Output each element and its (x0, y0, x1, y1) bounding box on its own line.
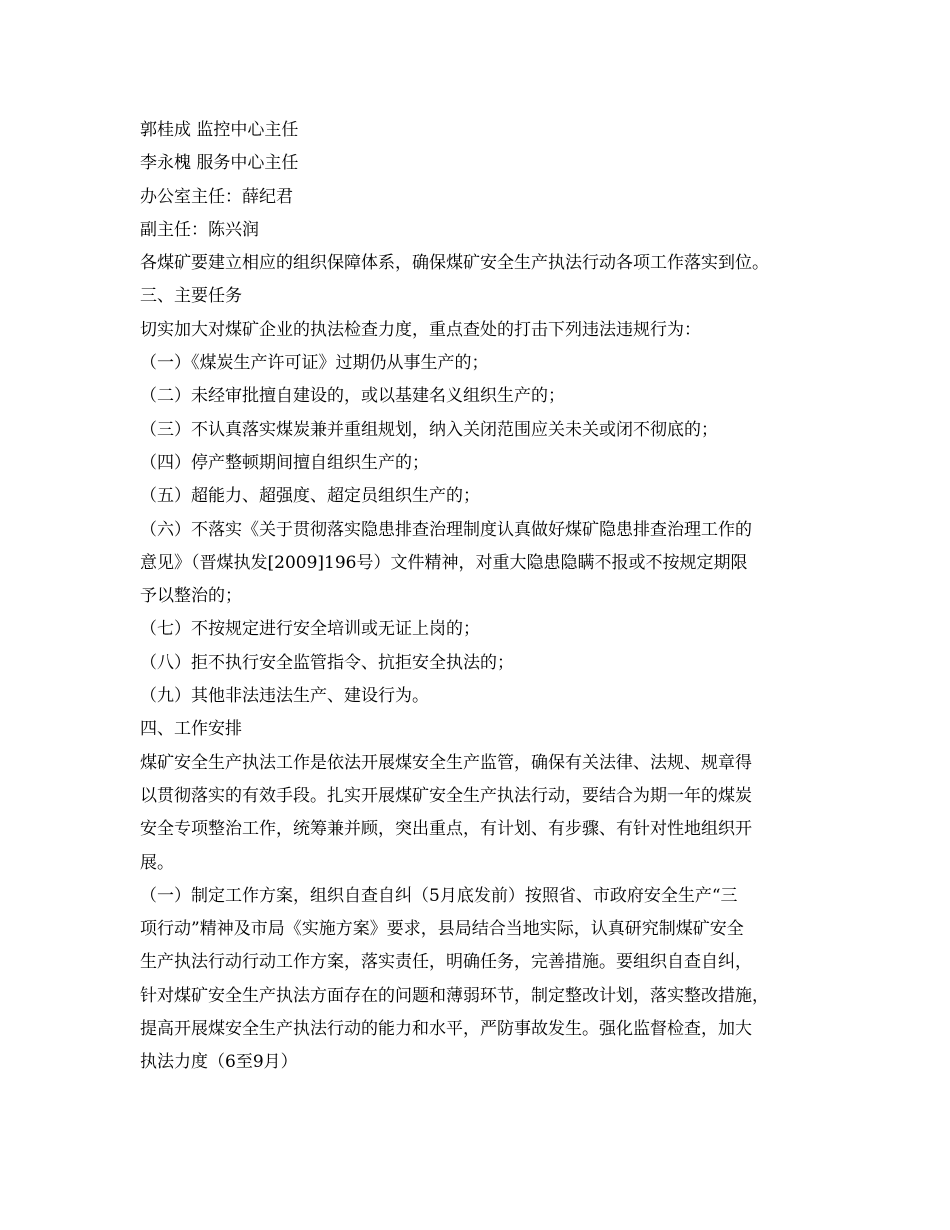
list-item: （九）其他非法违法生产、建设行为。 (140, 686, 429, 707)
list-item: （一）《煤炭生产许可证》过期仍从事生产的； (140, 353, 489, 374)
list-item: （一）制定工作方案，组织自查自纠（5月底发前）按照省、市政府安全生产“三 (140, 885, 738, 906)
text-line: 意见》（晋煤执发[2009]196号）文件精神，对重大隐患隐瞒不报或不按规定期限 (140, 552, 748, 573)
text-line: 安全专项整治工作，统筹兼并顾，突出重点，有计划、有步骤、有针对性地组织开 (140, 819, 752, 840)
text-line: 予以整治的； (140, 586, 242, 607)
text-line: 针对煤矿安全生产执法方面存在的问题和薄弱环节，制定整改计划，落实整改措施， (140, 985, 769, 1006)
list-item: （三）不认真落实煤炭兼并重组规划，纳入关闭范围应关未关或闭不彻底的； (140, 419, 718, 440)
list-item: （七）不按规定进行安全培训或无证上岗的； (140, 619, 480, 640)
text-line: 提高开展煤安全生产执法行动的能力和水平，严防事故发生。强化监督检查，加大 (140, 1019, 752, 1040)
list-item: （八）拒不执行安全监管指令、抗拒安全执法的； (140, 652, 514, 673)
text-line: 李永槐 服务中心主任 (140, 153, 299, 174)
list-item: （二）未经审批擅自建设的，或以基建名义组织生产的； (140, 386, 565, 407)
text-line: 副主任：陈兴润 (140, 219, 259, 240)
text-line: 生产执法行动行动工作方案，落实责任，明确任务，完善措施。要组织自查自纠， (140, 952, 752, 973)
text-line: 执法力度（6至9月） (140, 1052, 298, 1073)
document-body (140, 114, 820, 1080)
section-heading: 三、主要任务 (140, 286, 242, 307)
text-line: 各煤矿要建立相应的组织保障体系，确保煤矿安全生产执法行动各项工作落实到位。 (140, 253, 769, 274)
text-line: 切实加大对煤矿企业的执法检查力度，重点查处的打击下列违法违规行为： (140, 319, 701, 340)
text-line: 展。 (140, 852, 174, 873)
text-line: 办公室主任：薛纪君 (140, 186, 293, 207)
text-line: 郭桂成 监控中心主任 (140, 120, 299, 140)
section-heading: 四、工作安排 (140, 719, 242, 740)
list-item: （六）不落实《关于贯彻落实隐患排查治理制度认真做好煤矿隐患排查治理工作的 (140, 519, 752, 540)
list-item: （四）停产整顿期间擅自组织生产的； (140, 452, 429, 473)
text-line: 以贯彻落实的有效手段。扎实开展煤矿安全生产执法行动，要结合为期一年的煤炭 (140, 785, 752, 806)
text-line: 煤矿安全生产执法工作是依法开展煤安全生产监管，确保有关法律、法规、规章得 (140, 752, 752, 773)
list-item: （五）超能力、超强度、超定员组织生产的； (140, 486, 480, 507)
text-line: 项行动”精神及市局《实施方案》要求，县局结合当地实际，认真研究制煤矿安全 (140, 919, 744, 940)
